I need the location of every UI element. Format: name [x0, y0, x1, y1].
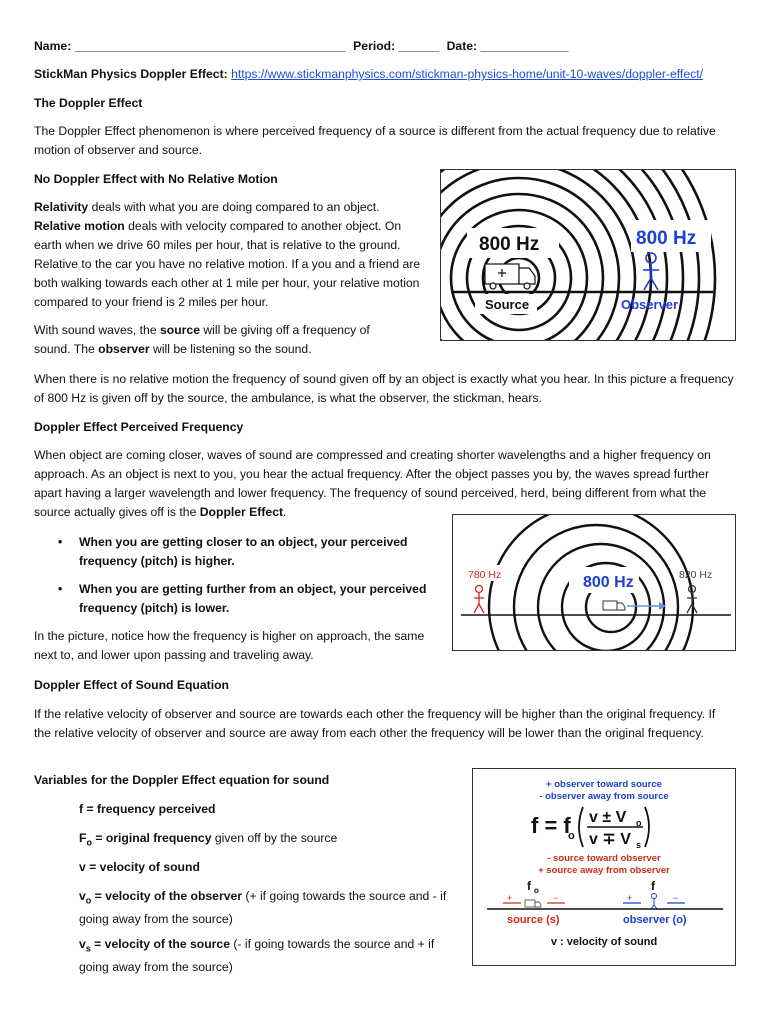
source-line [34, 65, 703, 84]
velocity-of-sound-label: v : velocity of sound [550, 936, 658, 948]
name-blank[interactable]: ________________________________________ [74, 39, 346, 53]
equation-paragraph: If the relative velocity of observer and source are towards each other the frequency will be higher than the original frequency. If the relative velocity of observer and source are away from each other the frequency will be lower than the original frequency. [34, 707, 716, 740]
equation-heading: Doppler Effect of Sound Equation [34, 678, 229, 692]
doppler-effect-term: Doppler Effect [199, 505, 284, 519]
vo-symbol: v [79, 889, 86, 903]
center-frequency-label: 800 Hz [583, 574, 634, 591]
numerator-subscript: o [636, 818, 642, 828]
figure-1-svg [441, 170, 735, 340]
source-minus-sign: − [553, 893, 559, 903]
variable-f: f = frequency perceived [79, 802, 216, 816]
vo-subscript: o [85, 895, 92, 906]
variable-fo [79, 829, 337, 852]
equation-numerator: v ± V [589, 809, 627, 826]
observer-o-label: observer (o) [623, 914, 687, 926]
variable-vo [79, 887, 459, 929]
source-plus-sign: + [507, 893, 513, 903]
perceived-paragraph [34, 446, 738, 522]
equation-denominator: v ∓ V [589, 831, 631, 848]
relativity-text-2: deals with velocity compared to another object. On earth when we drive 60 miles per hour, that is relative to the ground. Relative to the car you have no relative motion. If a you and a friend are both walking towards each other at 1 mile per hour, your relative motion compared to your friend is 2 miles per hour. [34, 219, 421, 309]
source-rule-1: - source toward observer [547, 853, 661, 864]
right-paren [645, 807, 649, 847]
observer-rule-2: - observer away from source [539, 791, 669, 802]
bullet-further-text: When you are getting further from an object, your perceived frequency (pitch) is lower. [79, 582, 427, 615]
period-blank[interactable]: ______ [398, 39, 440, 53]
source-link[interactable]: https://www.stickmanphysics.com/stickman-physics-home/unit-10-waves/doppler-effect/ [231, 67, 703, 81]
left-stickman-icon [474, 586, 484, 614]
bullet-dot: • [58, 582, 63, 596]
observer-stickman-icon [651, 894, 657, 910]
no-doppler-heading: No Doppler Effect with No Relative Motion [34, 172, 278, 186]
relativity-text-1: deals with what you are doing compared to an object. [88, 200, 380, 214]
perceived-text: When object are coming closer, waves of sound are compressed and creating shorter wavelengths and a higher frequency on approach. As an object is next to you, you hear the actual frequency. After the object passes you by, the waves spread further apart having a larger wavelength and lower frequency. The frequency of sound perceived, herd, being different from what the source actually gives off is the [34, 448, 711, 519]
relative-motion-term: Relative motion [34, 219, 125, 233]
sound-source-term: source [160, 323, 200, 337]
figure-2-svg [453, 515, 735, 650]
figure-doppler-equation [472, 768, 736, 966]
figure-3-svg [473, 769, 735, 965]
observer-plus-sign: + [627, 893, 633, 903]
source-rule-2: + source away from observer [538, 865, 670, 876]
source-label: Source [485, 297, 530, 312]
fo-symbol: F [79, 831, 87, 845]
observer-rule-1: + observer toward source [546, 779, 662, 790]
intro-paragraph: The Doppler Effect phenomenon is where perceived frequency of a source is different from the actual frequency due to relative motion of observer and source. [34, 124, 716, 157]
ambulance-icon [485, 264, 535, 289]
perceived-end: . [283, 505, 287, 519]
variables-heading: Variables for the Doppler Effect equation for sound [34, 773, 330, 787]
wave-ring [441, 178, 619, 340]
date-label: Date: [446, 39, 478, 53]
observer-label: Observer [621, 297, 679, 312]
observer-frequency-label: 800 Hz [636, 228, 697, 249]
equation-lhs: f = f [531, 813, 571, 838]
f-label: f [651, 879, 655, 893]
vs-symbol: v [79, 937, 86, 951]
figure-no-relative-motion [440, 169, 736, 341]
variable-v: v = velocity of sound [79, 860, 200, 874]
picture-paragraph: In the picture, notice how the frequency is higher on approach, the same next to, and lower upon passing and traveling away. [34, 629, 425, 662]
sound-paragraph [34, 321, 394, 359]
period-label: Period: [353, 39, 396, 53]
relativity-term: Relativity [34, 200, 89, 214]
sound-text-3: will be listening so the sound. [149, 342, 312, 356]
sound-text-1: With sound waves, the [34, 323, 160, 337]
vs-definition: = velocity of the source [90, 937, 230, 951]
fo-subscript: o [86, 837, 92, 848]
source-label: StickMan Physics Doppler Effect: [34, 67, 228, 81]
source-s-label: source (s) [507, 914, 560, 926]
date-blank[interactable]: _____________ [480, 39, 569, 53]
bullet-closer-text: When you are getting closer to an object, your perceived frequency (pitch) is higher. [79, 535, 408, 568]
name-label: Name: [34, 39, 72, 53]
vs-text: (- if going towards the source and + if going away from the source) [79, 937, 435, 975]
left-frequency-label: 780 Hz [468, 569, 502, 581]
sound-text-2: will be giving off a frequency of sound. The [34, 323, 370, 356]
perceived-heading: Doppler Effect Perceived Frequency [34, 420, 244, 434]
fo-definition: = original frequency [91, 831, 212, 845]
no-motion-paragraph: When there is no relative motion the frequency of sound given off by an object is exactly what you hear. In this picture a frequency of 800 Hz is given off by the source, the ambulance, is what the observer, the stickman, hears. [34, 372, 734, 405]
fo-label: f [527, 879, 531, 893]
vo-text: (+ if going towards the source and - if going away from the source) [79, 889, 447, 927]
variable-vs [79, 935, 459, 977]
figure-doppler-waves [452, 514, 736, 651]
left-paren [579, 807, 583, 847]
relativity-paragraph [34, 198, 426, 312]
denominator-subscript: s [636, 840, 642, 850]
fo-label-subscript: o [534, 886, 539, 895]
ambulance-icon [525, 900, 541, 907]
equation-fo-subscript: o [568, 830, 575, 842]
sound-observer-term: observer [98, 342, 150, 356]
ambulance-icon [603, 601, 625, 610]
right-frequency-label: 820 Hz [679, 569, 713, 581]
header-line [34, 37, 569, 56]
vs-subscript: s [85, 943, 91, 954]
doppler-heading: The Doppler Effect [34, 96, 143, 110]
observer-minus-sign: − [673, 893, 679, 903]
bullet-dot: • [58, 535, 63, 549]
fo-text: given off by the source [211, 831, 338, 845]
wave-ring [538, 544, 664, 650]
source-frequency-label: 800 Hz [479, 234, 540, 255]
vo-definition: = velocity of the observer [91, 889, 242, 903]
